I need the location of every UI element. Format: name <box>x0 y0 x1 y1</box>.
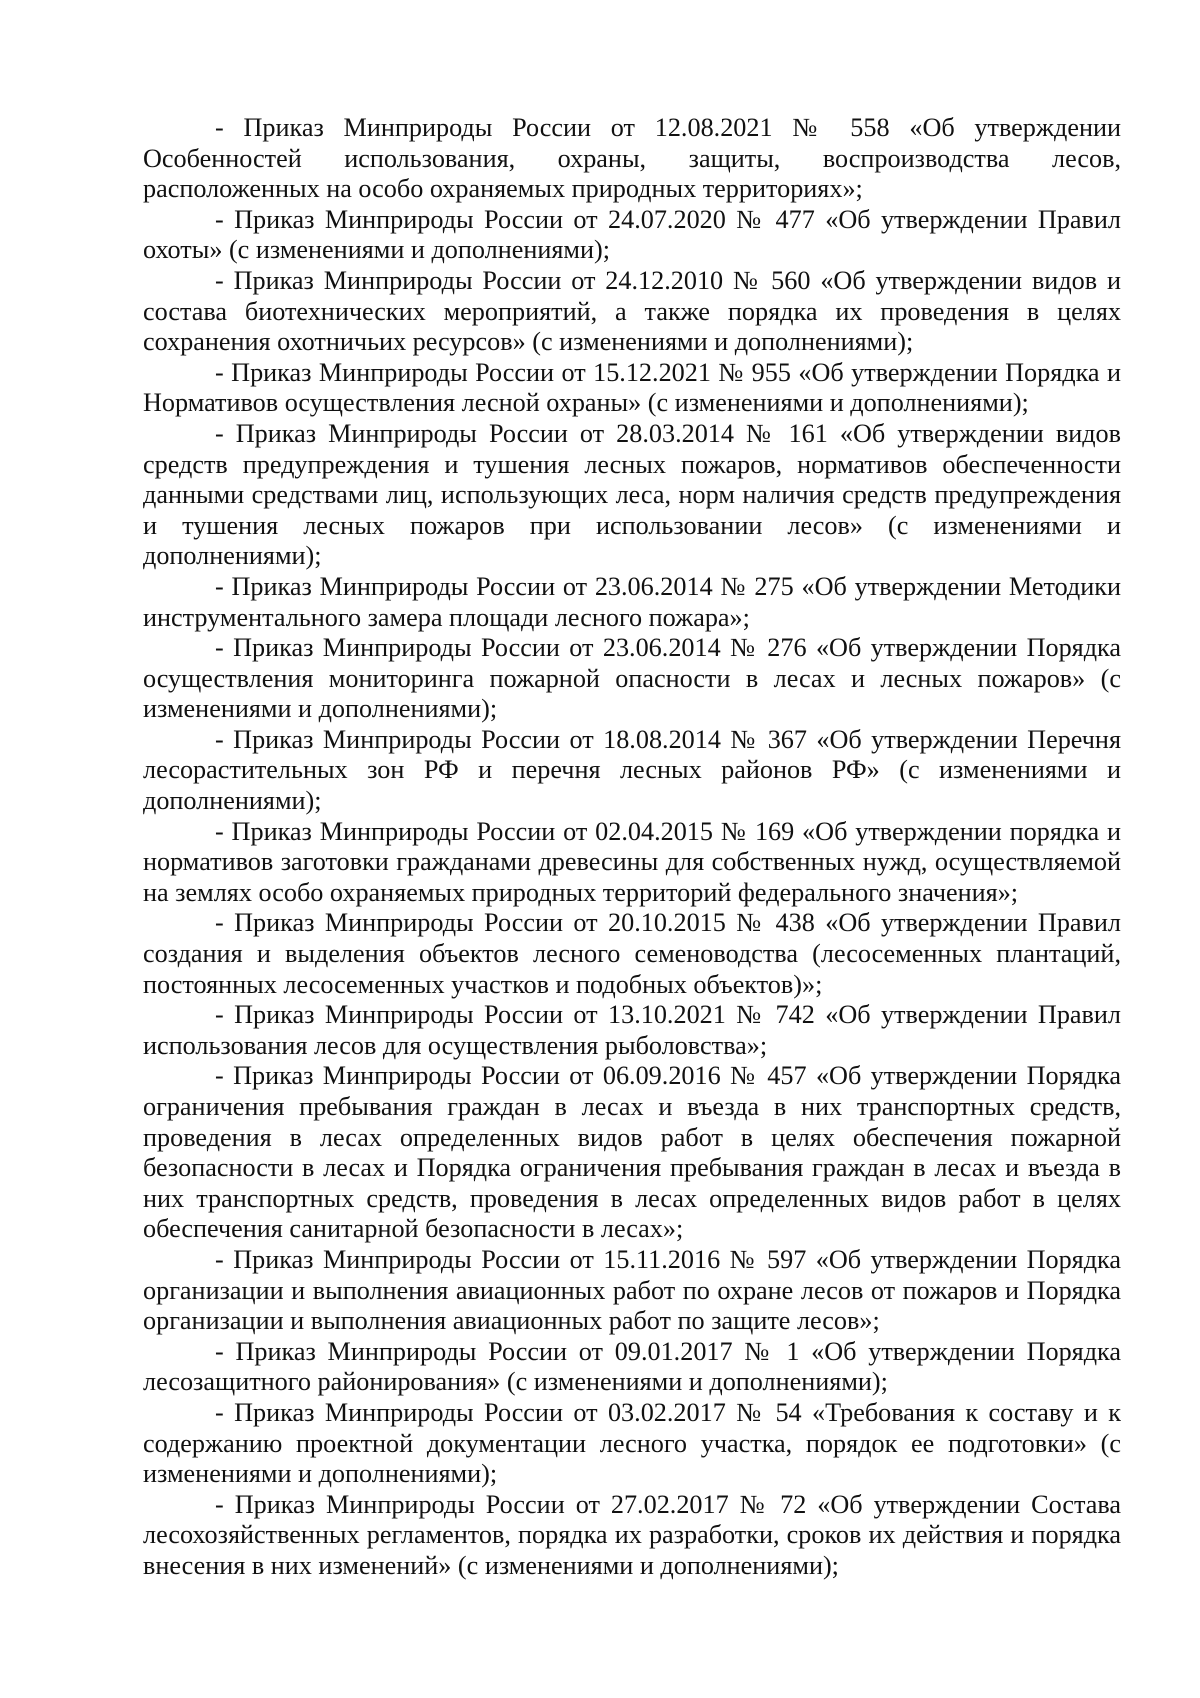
order-item-558: - Приказ Минприроды России от 12.08.2021 № 558 «Об утверждении Особенностей использования, охраны, защиты, воспроизводства лесов, расположенных на особо охраняемых природных территориях»; <box>143 113 1121 204</box>
order-item-955: - Приказ Минприроды России от 15.12.2021 № 955 «Об утверждении Порядка и Нормативов осуществления лесной охраны» (с изменениями и дополнениями); <box>143 357 1121 418</box>
document-page <box>143 113 1121 1582</box>
order-item-54: - Приказ Минприроды России от 03.02.2017 № 54 «Требования к составу и к содержанию проектной документации лесного участка, порядок ее подготовки» (с изменениями и дополнениями); <box>143 1397 1121 1489</box>
order-item-560: - Приказ Минприроды России от 24.12.2010 № 560 «Об утверждении видов и состава биотехнических мероприятий, а также порядка их проведения в целях сохранения охотничьих ресурсов» (с изменениями и дополнениями); <box>143 265 1121 357</box>
order-item-457: - Приказ Минприроды России от 06.09.2016 № 457 «Об утверждении Порядка ограничения пребывания граждан в лесах и въезда в них транспортных средств, проведения в лесах определенных видов работ в целях обеспечения пожарной безопасности в лесах и Порядка ограничения пребывания граждан в лесах и въезда в них транспортных средств, проведения в лесах определенных видов работ в целях обеспечения санитарной безопасности в лесах»; <box>143 1061 1121 1244</box>
order-item-161: - Приказ Минприроды России от 28.03.2014 № 161 «Об утверждении видов средств предупреждения и тушения лесных пожаров, нормативов обеспеченности данными средствами лиц, использующих леса, норм наличия средств предупреждения и тушения лесных пожаров при использовании лесов» (с изменениями и дополнениями); <box>143 418 1121 571</box>
order-item-597: - Приказ Минприроды России от 15.11.2016 № 597 «Об утверждении Порядка организации и выполнения авиационных работ по охране лесов от пожаров и Порядка организации и выполнения авиационных работ по защите лесов»; <box>143 1244 1121 1336</box>
order-item-742: - Приказ Минприроды России от 13.10.2021 № 742 «Об утверждении Правил использования лесов для осуществления рыболовства»; <box>143 1000 1121 1060</box>
order-item-438: - Приказ Минприроды России от 20.10.2015 № 438 «Об утверждении Правил создания и выделения объектов лесного семеноводства (лесосеменных плантаций, постоянных лесосеменных участков и подобных объектов)»; <box>143 908 1121 999</box>
order-item-169: - Приказ Минприроды России от 02.04.2015 № 169 «Об утверждении порядка и нормативов заготовки гражданами древесины для собственных нужд, осуществляемой на землях особо охраняемых природных территорий федерального значения»; <box>143 816 1121 907</box>
order-item-367: - Приказ Минприроды России от 18.08.2014 № 367 «Об утверждении Перечня лесорастительных зон РФ и перечня лесных районов РФ» (с изменениями и дополнениями); <box>143 724 1121 816</box>
order-item-477: - Приказ Минприроды России от 24.07.2020 № 477 «Об утверждении Правил охоты» (с изменениями и дополнениями); <box>143 204 1121 265</box>
order-item-276: - Приказ Минприроды России от 23.06.2014 № 276 «Об утверждении Порядка осуществления мониторинга пожарной опасности в лесах и лесных пожаров» (с изменениями и дополнениями); <box>143 633 1121 724</box>
order-item-275: - Приказ Минприроды России от 23.06.2014 № 275 «Об утверждении Методики инструментального замера площади лесного пожара»; <box>143 571 1121 632</box>
order-item-1: - Приказ Минприроды России от 09.01.2017 № 1 «Об утверждении Порядка лесозащитного районирования» (с изменениями и дополнениями); <box>143 1336 1121 1397</box>
order-item-72: - Приказ Минприроды России от 27.02.2017 № 72 «Об утверждении Состава лесохозяйственных регламентов, порядка их разработки, сроков их действия и порядка внесения в них изменений» (с изменениями и дополнениями); <box>143 1489 1121 1580</box>
